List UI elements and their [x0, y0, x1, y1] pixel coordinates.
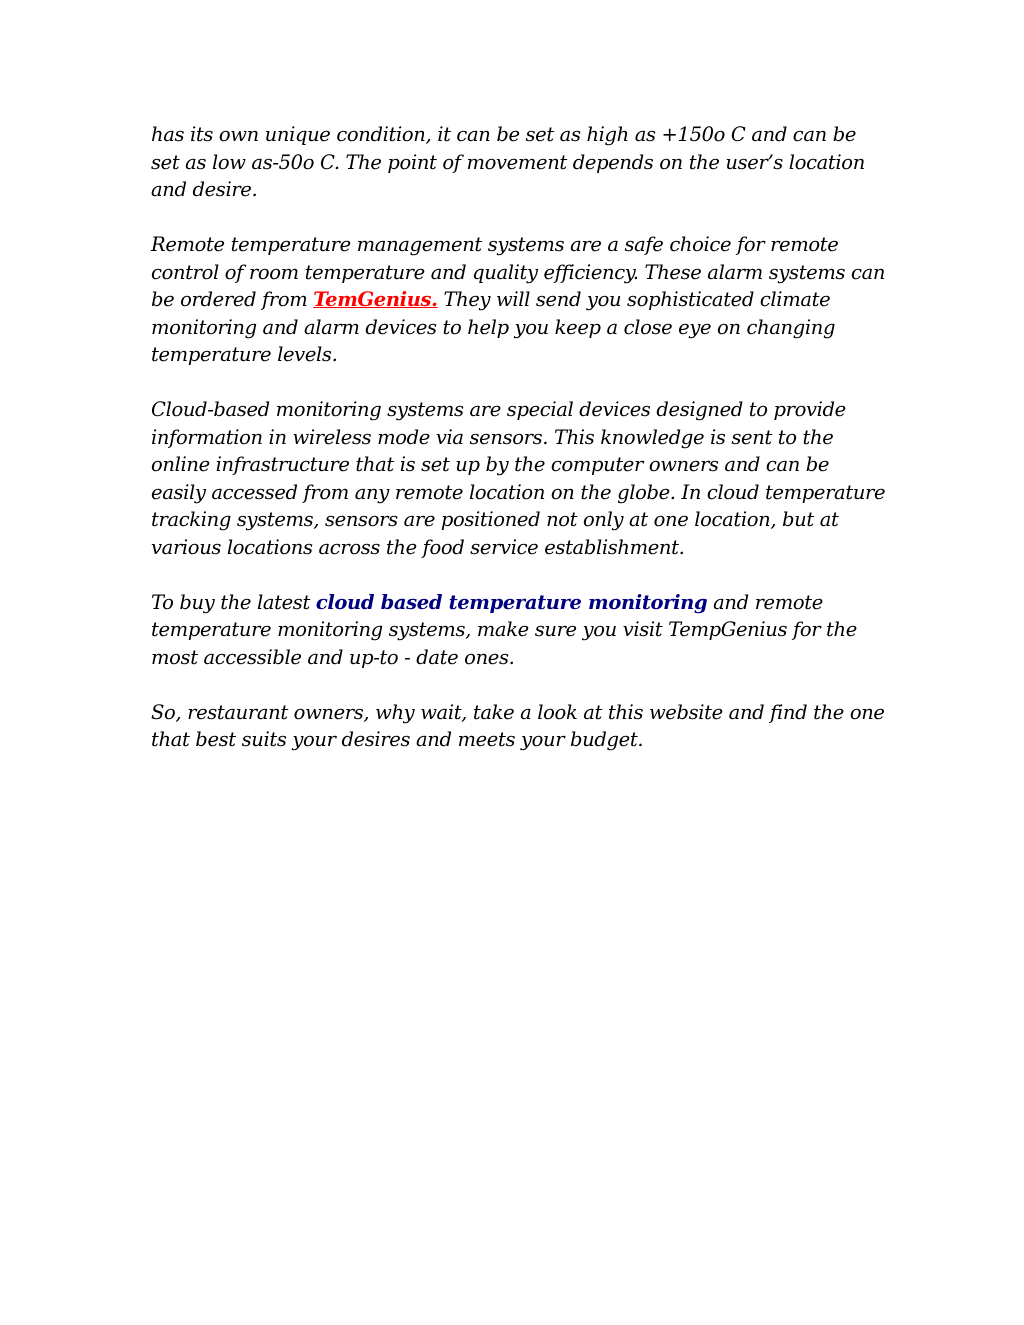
paragraph-closing-text: So, restaurant owners, why wait, take a look at this website and find the one that best suits your desires and meets your budget. — [151, 700, 885, 751]
temgenius-link[interactable]: TemGenius. — [313, 288, 438, 311]
paragraph-buy-text-after: and remote temperature monitoring systems, make sure you visit TempGenius for the most accessible and up-to - date ones. — [151, 590, 857, 669]
paragraph-condition-text: has its own unique condition, it can be set as high as +150o C and can be set as low as-50o C. The point of movement depends on the user’s location and desire. — [151, 123, 865, 201]
paragraph-cloud-systems-text: Cloud-based monitoring systems are special devices designed to provide information in wireless mode via sensors. This knowledge is sent to the online infrastructure that is set up by the computer owners and can be easily accessed from any remote location on the globe. In cloud temperature tracking systems, sensors are positioned not only at one location, but at various locations across the food service establishment. — [151, 398, 886, 559]
paragraph-remote-management-text-after: They will send you sophisticated climate monitoring and alarm devices to help you keep a close eye on changing temperature levels. — [151, 288, 836, 366]
paragraph-cloud-systems — [151, 396, 886, 561]
cloud-monitoring-link[interactable]: cloud based temperature monitoring — [315, 590, 708, 614]
document-page — [151, 121, 886, 781]
paragraph-buy-text-before: To buy the latest — [151, 590, 316, 614]
paragraph-remote-management — [151, 231, 886, 369]
paragraph-condition — [151, 121, 886, 204]
paragraph-closing — [151, 699, 886, 754]
paragraph-remote-management-text-before: Remote temperature management systems are a safe choice for remote control of room temperature and quality efficiency. These alarm systems can be ordered from — [151, 233, 886, 311]
paragraph-buy — [151, 589, 886, 672]
